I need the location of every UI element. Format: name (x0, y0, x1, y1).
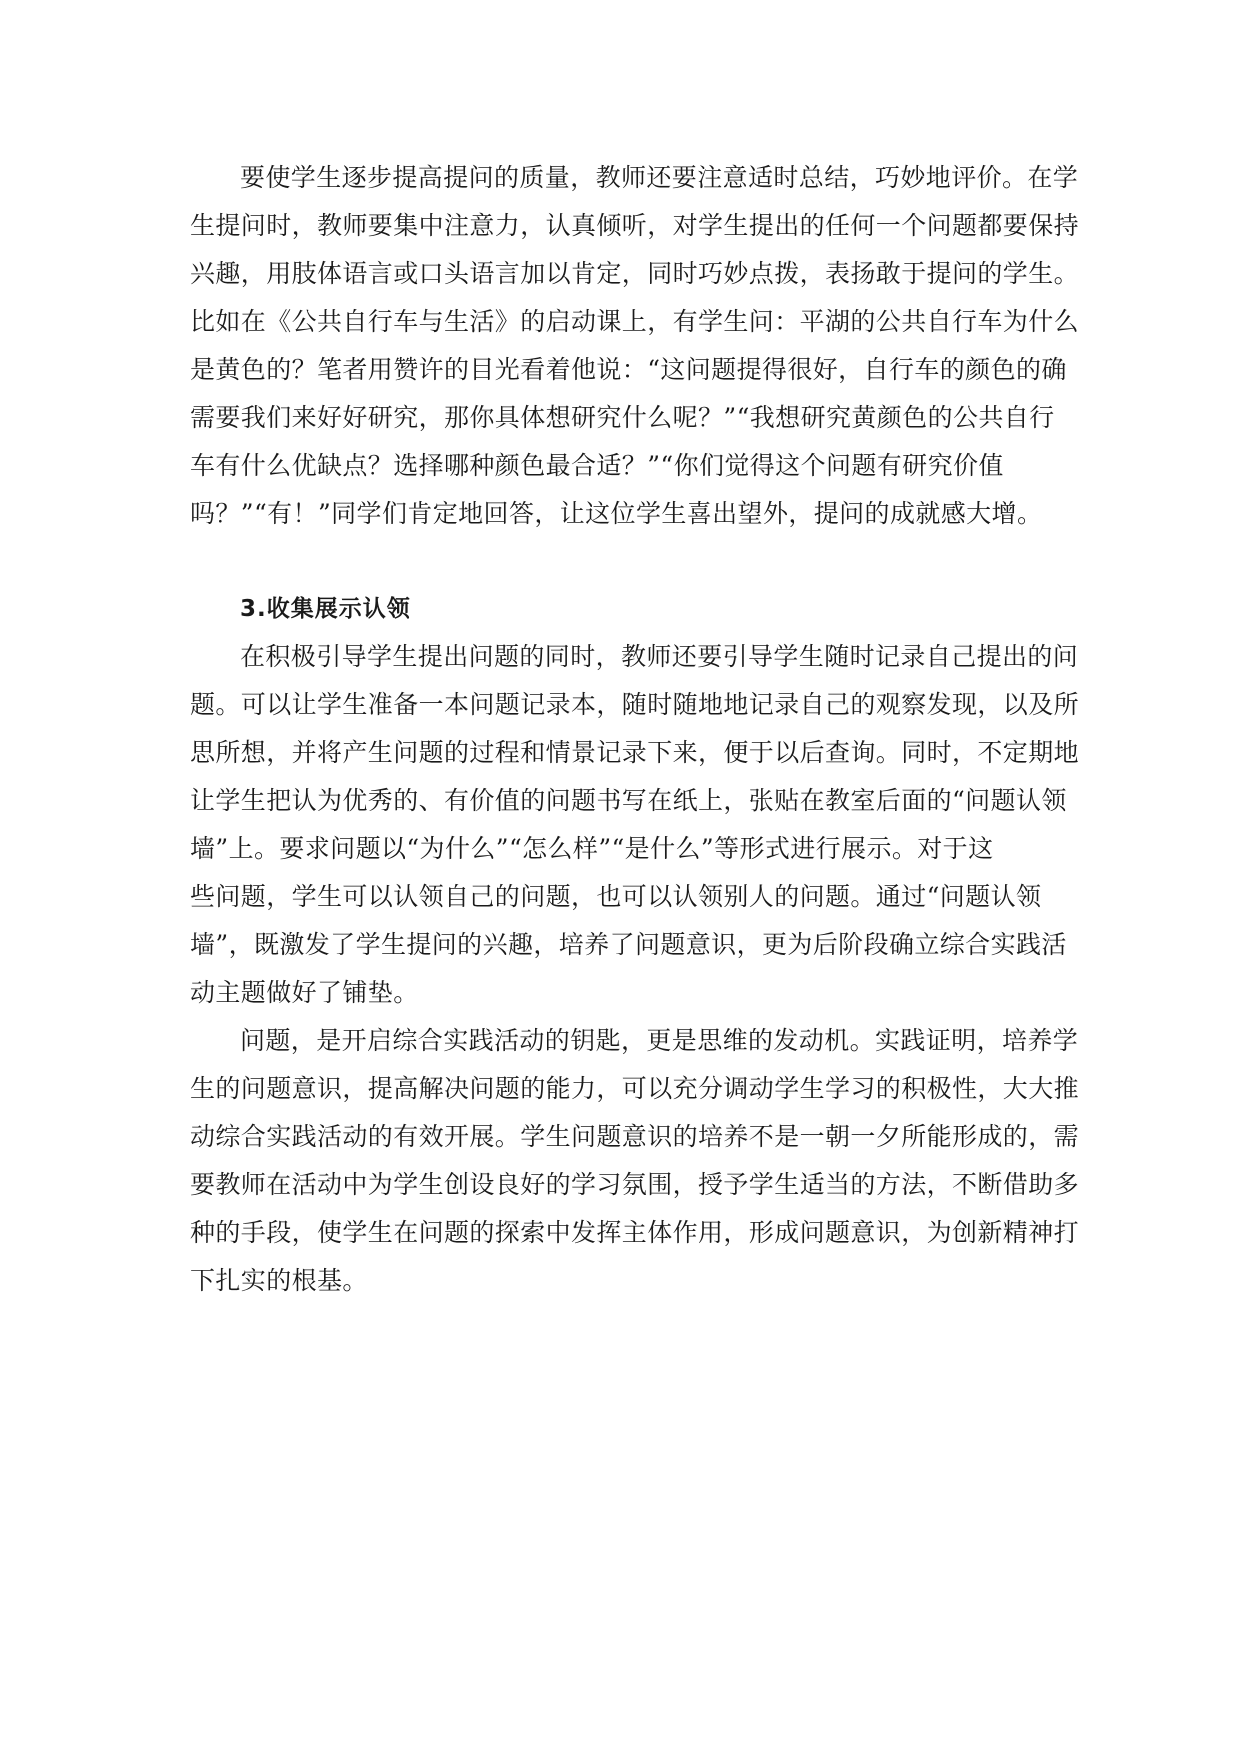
paragraph-1-line-4: 比如在《公共自行车与生活》的启动课上，有学生问：平湖的公共自行车为什么 (190, 307, 1080, 336)
paragraph-1-line-2: 生提问时，教师要集中注意力，认真倾听，对学生提出的任何一个问题都要保持 (190, 211, 1080, 240)
paragraph-2-line-6: 些问题，学生可以认领自己的问题，也可以认领别人的问题。通过“问题认领 (190, 882, 1042, 911)
section-heading: 3.收集展示认领 (240, 596, 411, 622)
paragraph-3-line-3: 动综合实践活动的有效开展。学生问题意识的培养不是一朝一夕所能形成的，需 (190, 1122, 1080, 1151)
paragraph-2-line-2: 题。可以让学生准备一本问题记录本，随时随地地记录自己的观察发现，以及所 (190, 690, 1080, 719)
paragraph-3-line-1: 问题，是开启综合实践活动的钥匙，更是思维的发动机。实践证明，培养学 (240, 1026, 1079, 1055)
paragraph-2-line-5: 墙”上。要求问题以“为什么”“怎么样”“是什么”等形式进行展示。对于这 (190, 834, 994, 863)
paragraph-3-line-4: 要教师在活动中为学生创设良好的学习氛围，授予学生适当的方法，不断借助多 (190, 1170, 1080, 1199)
paragraph-3-line-5: 种的手段，使学生在问题的探索中发挥主体作用，形成问题意识，为创新精神打 (190, 1218, 1080, 1247)
paragraph-3-line-6: 下扎实的根基。 (190, 1266, 368, 1295)
paragraph-1-line-1: 要使学生逐步提高提问的质量，教师还要注意适时总结，巧妙地评价。在学 (240, 163, 1079, 192)
paragraph-1-line-7: 车有什么优缺点？选择哪种颜色最合适？”“你们觉得这个问题有研究价值 (190, 451, 1004, 480)
paragraph-3-line-2: 生的问题意识，提高解决问题的能力，可以充分调动学生学习的积极性，大大推 (190, 1074, 1080, 1103)
paragraph-2-line-8: 动主题做好了铺垫。 (190, 978, 419, 1007)
paragraph-2-line-7: 墙”，既激发了学生提问的兴趣，培养了问题意识，更为后阶段确立综合实践活 (190, 930, 1067, 959)
paragraph-1-line-3: 兴趣，用肢体语言或口头语言加以肯定，同时巧妙点拨，表扬敢于提问的学生。 (190, 259, 1080, 288)
paragraph-1-line-6: 需要我们来好好研究，那你具体想研究什么呢？”“我想研究黄颜色的公共自行 (190, 403, 1055, 432)
paragraph-1-line-8: 吗？”“有！”同学们肯定地回答，让这位学生喜出望外，提问的成就感大增。 (190, 499, 1043, 528)
paragraph-2-line-1: 在积极引导学生提出问题的同时，教师还要引导学生随时记录自己提出的问 (240, 642, 1079, 671)
paragraph-1-line-5: 是黄色的？笔者用赞许的目光看着他说：“这问题提得很好，自行车的颜色的确 (190, 355, 1067, 384)
paragraph-2-line-3: 思所想，并将产生问题的过程和情景记录下来，便于以后查询。同时，不定期地 (190, 738, 1080, 767)
paragraph-2-line-4: 让学生把认为优秀的、有价值的问题书写在纸上，张贴在教室后面的“问题认领 (190, 786, 1067, 815)
